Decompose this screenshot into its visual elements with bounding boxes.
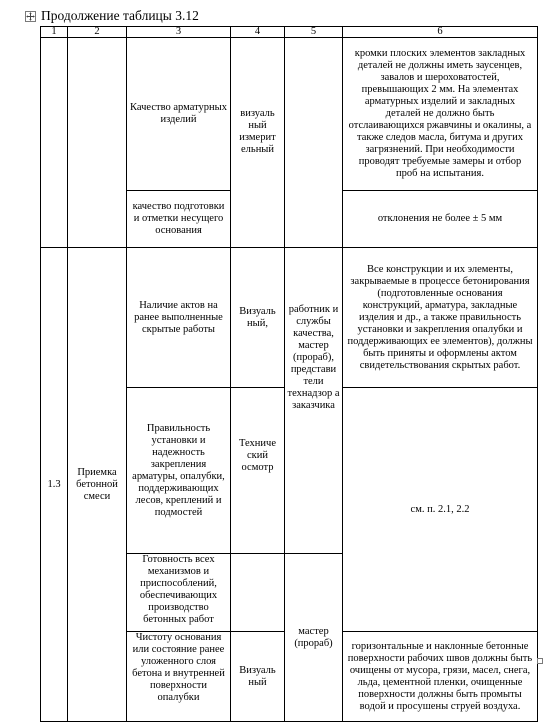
cell-number: 1.3 xyxy=(41,248,68,722)
cell-requirements: горизонтальные и наклонные бетонные поверхности рабочих швов должны быть очищены от мусора, грязи, масел, снега, льда, цементной пленки, очищенные поверхности должны быть промыты водой и просушены струей воздуха. xyxy=(343,632,538,722)
header-cell: 5 xyxy=(285,27,343,38)
cell-responsible xyxy=(285,38,343,248)
cell-stage: Приемка бетонной смеси xyxy=(68,248,127,722)
header-cell: 6 xyxy=(343,27,538,38)
cell-controlled-parameter: Чистоту основания или состояние ранее уложенного слоя бетона и внутренней поверхности опалубки xyxy=(127,632,231,722)
cell-stage xyxy=(68,38,127,248)
cell-controlled-parameter: Качество арматурных изделий xyxy=(127,38,231,191)
cell-control-method: Техниче ский осмотр xyxy=(231,388,285,554)
cell-control-method xyxy=(231,554,285,632)
table-row xyxy=(41,38,538,191)
cell-responsible: мастер (прораб) xyxy=(285,554,343,722)
inspection-table xyxy=(40,26,538,722)
cell-requirements: кромки плоских элементов закладных деталей не должны иметь заусенцев, завалов и шероховатостей, превышающих 2 мм. На элементах арматурных изделий и закладных деталей не должно быть отслаивающихся ржавчины и окалины, а также следов масла, битума и других загрязнений. При необходимости проводят требуемые замеры и отбор проб на испытания. xyxy=(343,38,538,191)
cell-requirements: отклонения не более ± 5 мм xyxy=(343,191,538,248)
table-resize-handle-icon[interactable] xyxy=(537,658,543,664)
cell-controlled-parameter: Наличие актов на ранее выполненные скрытые работы xyxy=(127,248,231,388)
table-row xyxy=(41,248,538,388)
header-cell: 4 xyxy=(231,27,285,38)
cell-requirements: Все конструкции и их элементы, закрываемые в процессе бетонирования (подготовленные основания конструкций, арматура, закладные изделия и др., а также правильность установки и закрепления опалубки и поддерживающих ее элементов), должны быть приняты и оформлены актом свидетельствования скрытых работ. xyxy=(343,248,538,388)
header-cell: 3 xyxy=(127,27,231,38)
table-header-row xyxy=(41,27,538,38)
cell-controlled-parameter: Правильность установки и надежность закрепления арматуры, опалубки, поддерживающих лесов, креплений и подмостей xyxy=(127,388,231,554)
header-cell: 1 xyxy=(41,27,68,38)
cell-controlled-parameter: Готовность всех механизмов и приспособлений, обеспечивающих производство бетонных работ xyxy=(127,554,231,632)
cell-controlled-parameter: качество подготовки и отметки несущего основания xyxy=(127,191,231,248)
cell-number xyxy=(41,38,68,248)
cell-control-method: визуаль ный измерит ельный xyxy=(231,38,285,248)
cell-control-method: Визуаль ный, xyxy=(231,248,285,388)
header-cell: 2 xyxy=(68,27,127,38)
table-caption: Продолжение таблицы 3.12 xyxy=(41,8,199,23)
cell-requirements: см. п. 2.1, 2.2 xyxy=(343,388,538,632)
cell-control-method: Визуаль ный xyxy=(231,632,285,722)
table-move-handle-icon[interactable] xyxy=(25,11,36,22)
cell-responsible: работник и службы качества, мастер (прораб), представи тели технадзор а заказчика xyxy=(285,248,343,554)
